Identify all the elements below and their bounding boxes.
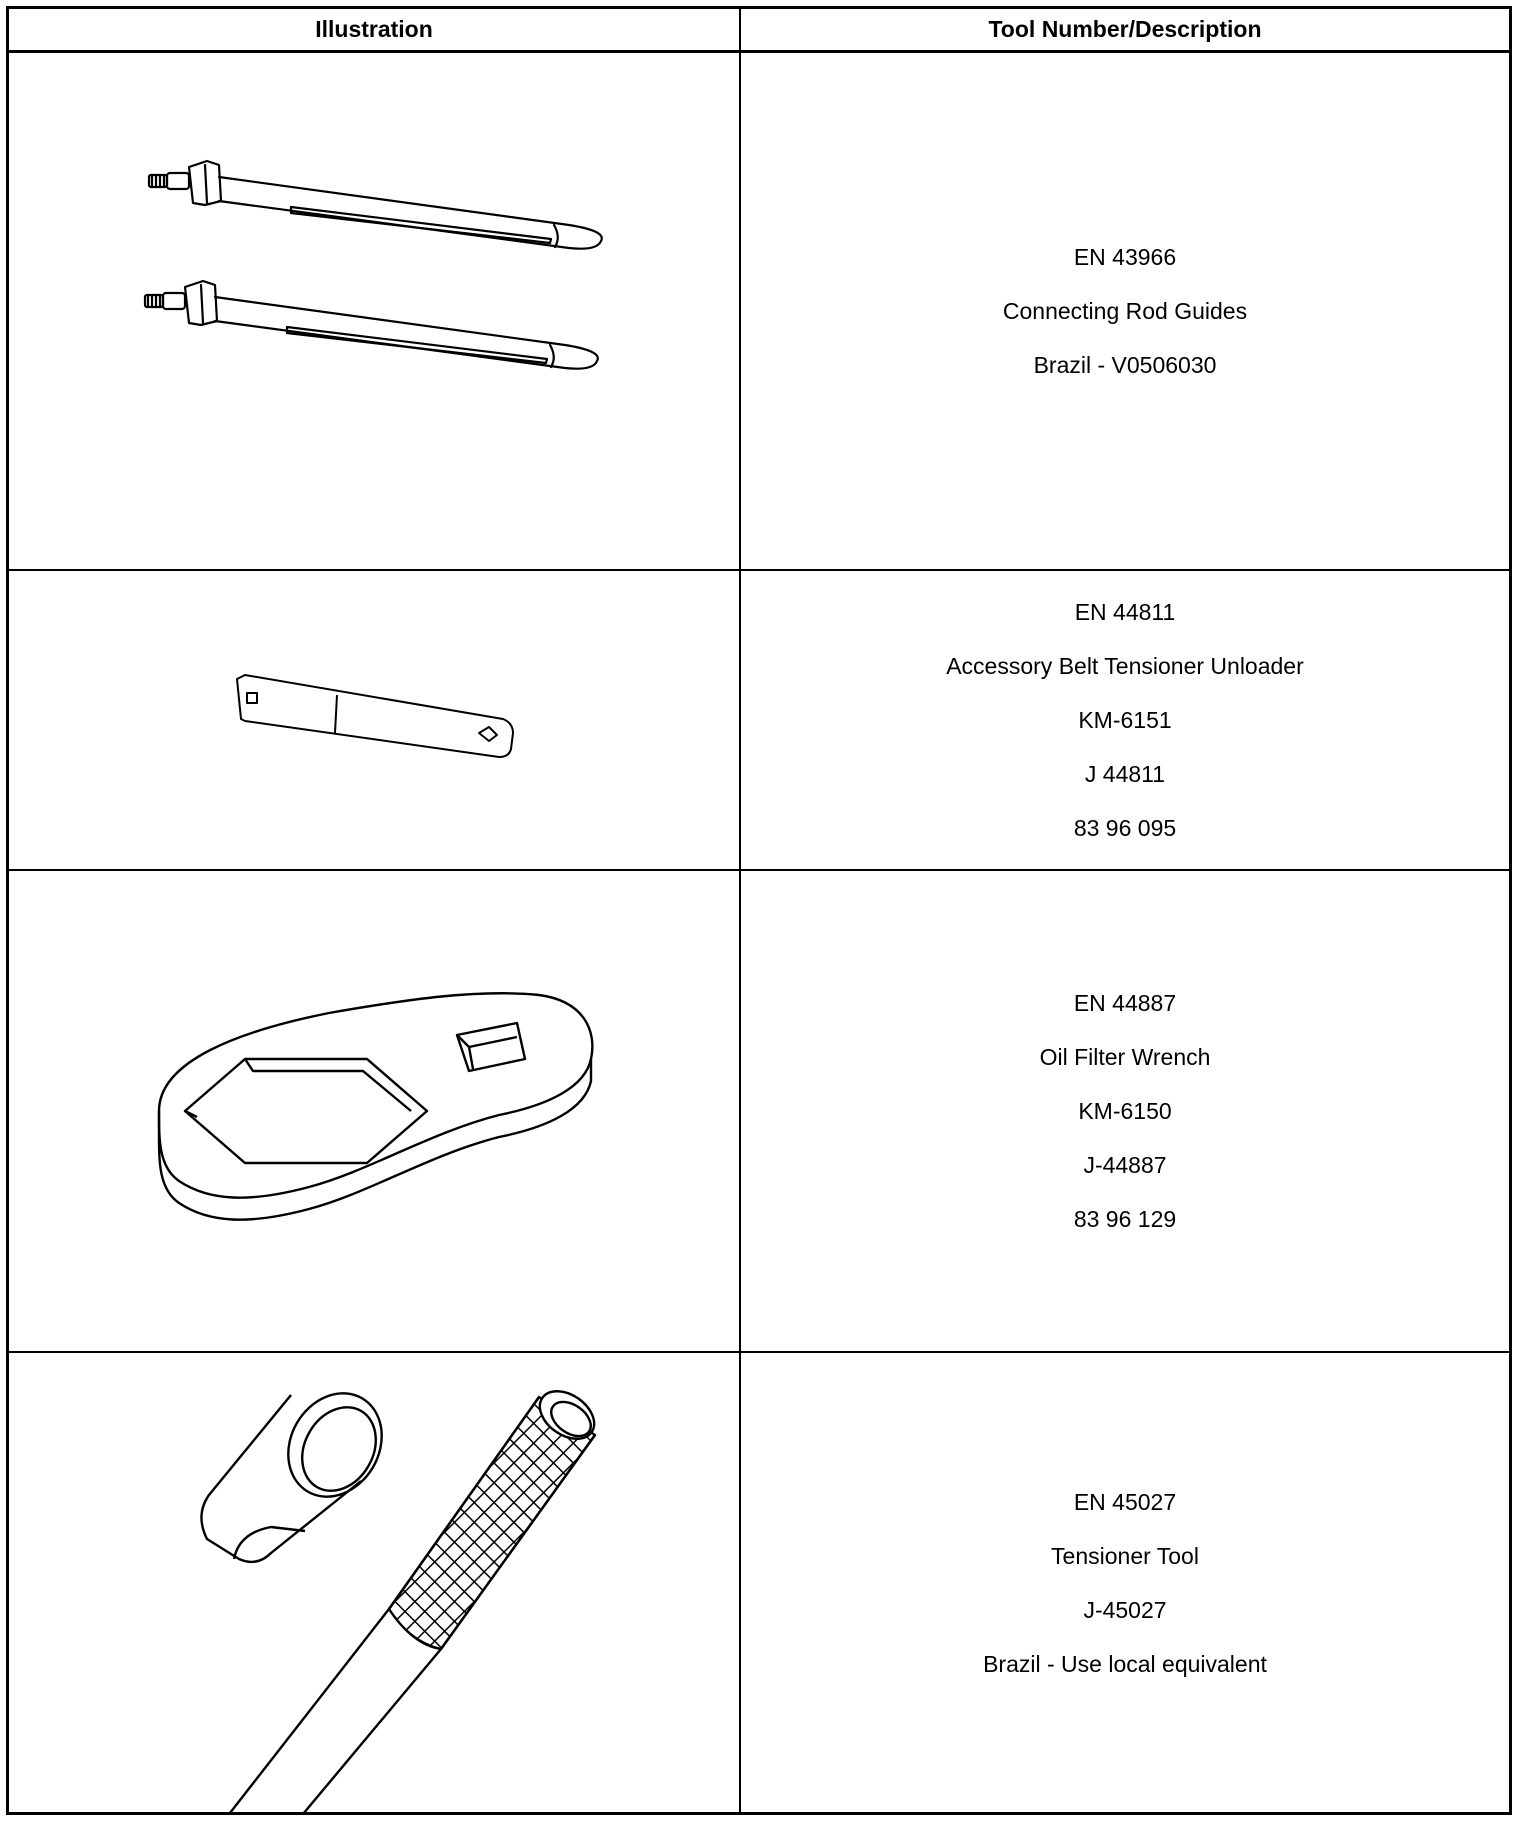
table-header [9, 9, 1509, 53]
connecting-rod-guides-icon [9, 53, 739, 569]
tool-alt-number: KM-6150 [1078, 1098, 1172, 1124]
special-tools-table [6, 6, 1512, 1815]
tool-alt-number: 83 96 095 [1073, 815, 1177, 841]
tool-description [741, 871, 1509, 1351]
tool-number: EN 44811 [1074, 599, 1176, 625]
belt-tensioner-unloader-icon [9, 571, 739, 869]
tool-alt-number: J 44811 [1084, 761, 1166, 787]
tool-name: Oil Filter Wrench [1039, 1044, 1211, 1070]
tool-alt-number: KM-6151 [1078, 707, 1172, 733]
header-tool-number: Tool Number/Description [988, 16, 1262, 42]
tool-alt-number: J-44887 [1083, 1152, 1167, 1178]
tool-name: Tensioner Tool [1051, 1542, 1199, 1569]
table-row [9, 1353, 1509, 1812]
tool-number: EN 43966 [1073, 244, 1177, 270]
tool-alt-number: Brazil - Use local equivalent [983, 1650, 1267, 1677]
tool-description [741, 571, 1509, 869]
tool-alt-number: J-45027 [1083, 1596, 1167, 1623]
tool-name: Connecting Rod Guides [1002, 298, 1248, 324]
tool-alt-number: Brazil - V0506030 [1033, 352, 1217, 378]
tool-name: Accessory Belt Tensioner Unloader [946, 653, 1304, 679]
oil-filter-wrench-icon [9, 871, 739, 1351]
header-illustration: Illustration [315, 16, 433, 42]
tool-alt-number: 83 96 129 [1073, 1206, 1177, 1232]
table-row [9, 53, 1509, 571]
tool-number: EN 45027 [1073, 1488, 1177, 1515]
tensioner-tool-icon [9, 1353, 739, 1812]
tool-description [741, 1353, 1509, 1812]
table-row [9, 871, 1509, 1353]
tool-number: EN 44887 [1073, 990, 1177, 1016]
table-row [9, 571, 1509, 871]
tool-description [741, 53, 1509, 569]
